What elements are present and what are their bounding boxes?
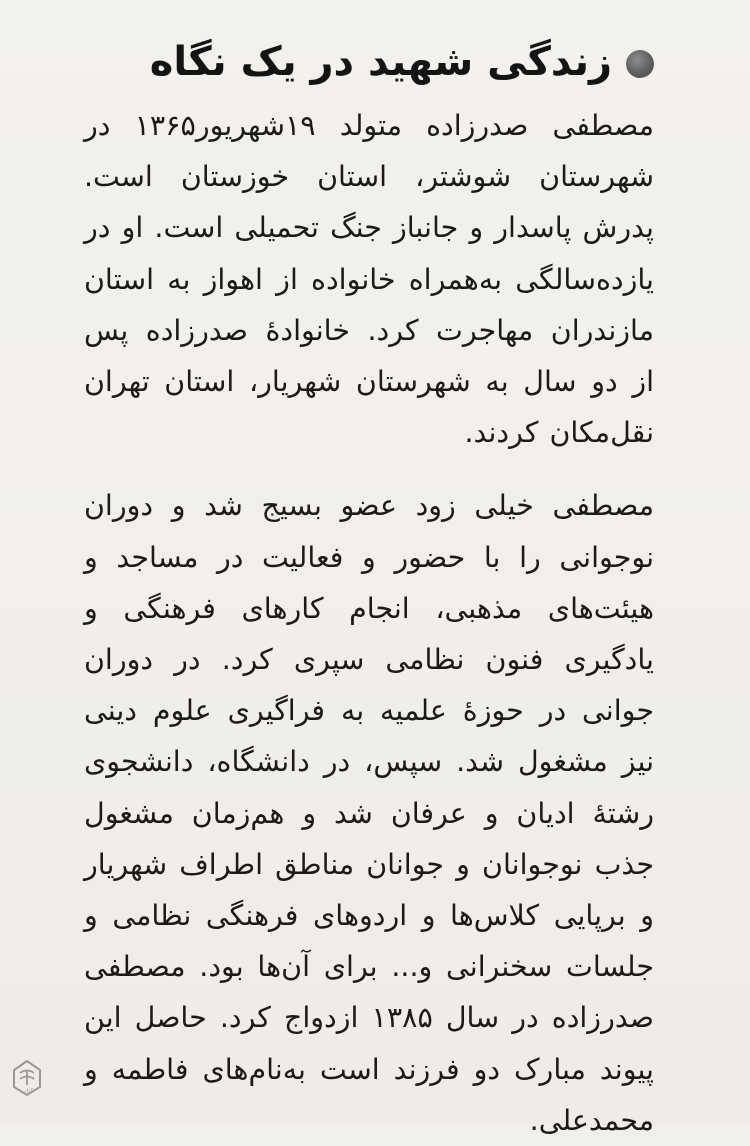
book-logo-icon xyxy=(10,1058,44,1098)
paragraph-1: مصطفی صدرزاده متولد ۱۹شهریور۱۳۶۵ در شهرستان شوشتر، استان خوزستان است. پدرش پاسدار و جانباز جنگ تحمیلی است. او در یازده‌سالگی به‌همراه خانواده از اهواز به استان مازندران مهاجرت کرد. خانوادۀ صدرزاده پس از دو سال به شهرستان شهریار، استان تهران نقل‌مکان کردند. xyxy=(84,109,655,450)
article-body xyxy=(84,100,654,1146)
watermark-label: کتاب xyxy=(20,1087,34,1095)
section-heading xyxy=(150,36,654,88)
bullet-icon xyxy=(626,50,654,78)
paragraph-2: مصطفی خیلی زود عضو بسیج شد و دوران نوجوانی را با حضور و فعالیت در مساجد و هیئت‌های مذهبی، انجام کارهای فرهنگی و یادگیری فنون نظامی سپری کرد. در دوران جوانی در حوزۀ علمیه به فراگیری علوم دینی نیز مشغول شد. سپس، در دانشگاه، دانشجوی رشتۀ ادیان و عرفان شد و هم‌زمان مشغول جذب نوجوانان و جوانان مناطق اطراف شهریار و برپایی کلاس‌ها و اردوهای فرهنگی نظامی و جلسات سخنرانی و... برای آن‌ها بود. مصطفی صدرزاده در سال ۱۳۸۵ ازدواج کرد. حاصل این پیوند مبارک دو فرزند است به‌نام‌های فاطمه و محمدعلی. xyxy=(84,489,654,1137)
article-title: زندگی شهید در یک نگاه xyxy=(149,39,612,85)
